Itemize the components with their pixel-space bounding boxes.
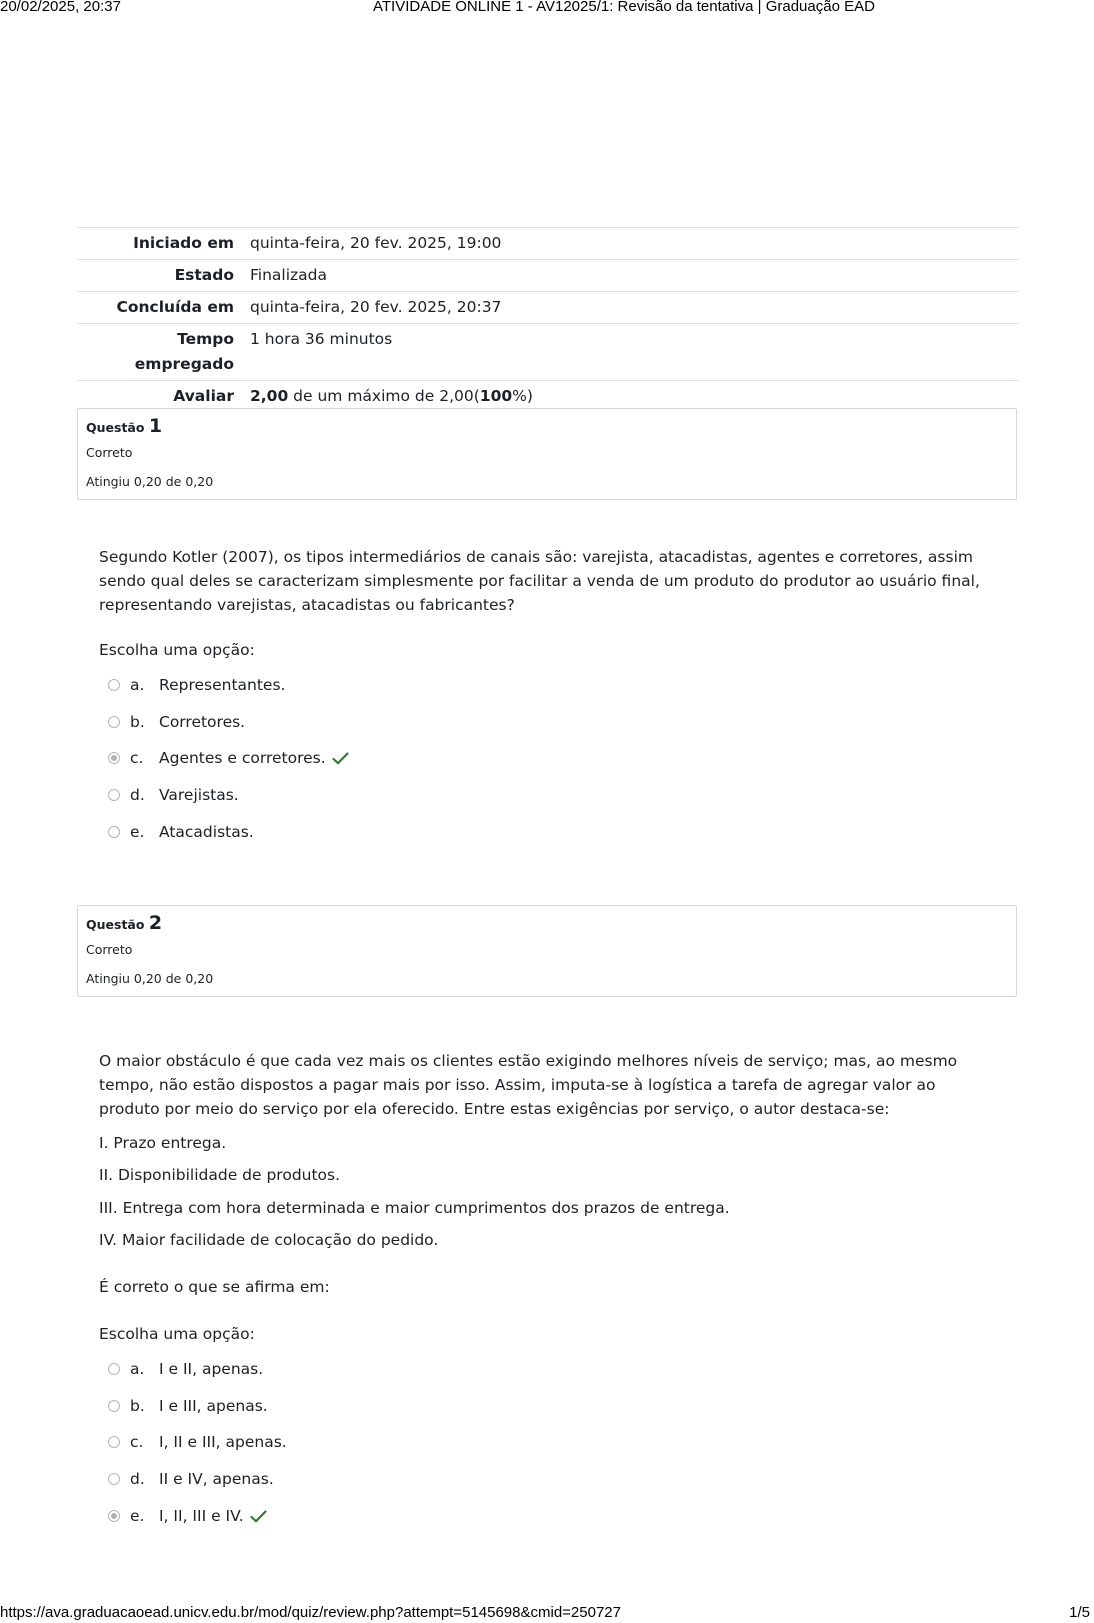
option-text: I, II, III e IV.: [159, 1507, 244, 1525]
radio-button[interactable]: [108, 1436, 120, 1448]
print-page-title: ATIVIDADE ONLINE 1 - AV12025/1: Revisão da tentativa | Graduação EAD: [373, 0, 875, 15]
radio-button[interactable]: [108, 1363, 120, 1375]
question-2-question: É correto o que se afirma em:: [99, 1278, 330, 1296]
option-text: I, II e III, apenas.: [159, 1433, 287, 1451]
q2-option-b[interactable]: [108, 1395, 268, 1417]
question-2-text: O maior obstáculo é que cada vez mais os clientes estão exigindo melhores níveis de serviço; mas, ao mesmo tempo, não estão dispostos a pagar mais por isso. Assim, imputa-se à logística a tarefa de agregar valor ao produto por meio do serviço por ela oferecido. Entre estas exigências por serviço, o autor destaca-se:: [99, 1052, 958, 1118]
q2-option-c[interactable]: [108, 1431, 287, 1453]
completed-label: Concluída em: [116, 298, 234, 316]
question-1-info: [77, 408, 1017, 500]
radio-button[interactable]: [108, 1473, 120, 1485]
q1-option-e[interactable]: [108, 821, 254, 843]
radio-button-selected[interactable]: [108, 1510, 120, 1522]
question-1-text: Segundo Kotler (2007), os tipos intermediários de canais são: varejista, atacadistas, agentes e corretores, assim sendo qual deles se caracterizam simplesmente por facilitar a venda de um produto do produtor ao usuário final, representando varejistas, atacadistas ou fabricantes?: [99, 548, 980, 614]
question-2-prompt: Escolha uma opção:: [99, 1325, 255, 1343]
option-text: II e IV, apenas.: [159, 1470, 274, 1488]
option-letter: d.: [130, 786, 145, 804]
question-1-number: [86, 417, 162, 437]
state-value: Finalizada: [250, 266, 328, 284]
question-2-state: Correto: [86, 942, 133, 957]
correct-check-icon: [332, 752, 349, 765]
q1-option-a[interactable]: [108, 674, 285, 696]
radio-button[interactable]: [108, 679, 120, 691]
summary-row-started: [77, 228, 1019, 260]
summary-row-completed: [77, 292, 1019, 324]
question-number: 1: [148, 415, 163, 437]
completed-value: quinta-feira, 20 fev. 2025, 20:37: [250, 298, 502, 316]
q2-option-a[interactable]: [108, 1358, 263, 1380]
grade-label: Avaliar: [173, 387, 234, 405]
attempt-summary-table: [77, 227, 1019, 413]
q2-option-e[interactable]: [108, 1505, 267, 1527]
radio-button[interactable]: [108, 789, 120, 801]
q1-option-b[interactable]: [108, 711, 245, 733]
option-letter: e.: [130, 823, 145, 841]
time-label-line2: empregado: [134, 355, 234, 373]
statement-iv: IV. Maior facilidade de colocação do pedido.: [99, 1231, 439, 1249]
question-1-state: Correto: [86, 445, 133, 460]
radio-button-selected[interactable]: [108, 752, 120, 764]
radio-button[interactable]: [108, 826, 120, 838]
question-1-grade: Atingiu 0,20 de 0,20: [86, 474, 214, 489]
started-value: quinta-feira, 20 fev. 2025, 19:00: [250, 234, 502, 252]
option-letter: a.: [130, 676, 145, 694]
started-label: Iniciado em: [133, 234, 234, 252]
grade-percent: 100: [479, 387, 513, 405]
grade-score: 2,00: [250, 387, 289, 405]
statement-ii: II. Disponibilidade de produtos.: [99, 1166, 341, 1184]
grade-end: %): [512, 387, 533, 405]
option-text: I e II, apenas.: [159, 1360, 264, 1378]
summary-row-time: [77, 324, 1019, 381]
option-letter: a.: [130, 1360, 145, 1378]
statement-i: I. Prazo entrega.: [99, 1134, 227, 1152]
q1-option-c[interactable]: [108, 747, 349, 769]
print-datetime: 20/02/2025, 20:37: [0, 0, 121, 15]
option-letter: c.: [130, 749, 144, 767]
grade-middle: de um máximo de 2,00(: [288, 387, 480, 405]
question-label: Questão: [86, 420, 145, 435]
q1-option-d[interactable]: [108, 784, 239, 806]
radio-button[interactable]: [108, 1400, 120, 1412]
summary-row-state: [77, 260, 1019, 292]
question-2-info: [77, 905, 1017, 997]
option-text: Atacadistas.: [159, 823, 254, 841]
print-url: https://ava.graduacaoead.unicv.edu.br/mod/quiz/review.php?attempt=5145698&cmid=250727: [0, 1604, 621, 1621]
time-label-line1: Tempo: [177, 330, 234, 348]
radio-button[interactable]: [108, 716, 120, 728]
time-value: 1 hora 36 minutos: [250, 330, 393, 348]
option-text: Corretores.: [159, 713, 246, 731]
option-letter: e.: [130, 1507, 145, 1525]
state-label: Estado: [174, 266, 234, 284]
question-2-number: [86, 914, 162, 934]
option-text: Varejistas.: [159, 786, 239, 804]
option-text: Representantes.: [159, 676, 286, 694]
question-number: 2: [148, 912, 163, 934]
statement-iii: III. Entrega com hora determinada e maior cumprimentos dos prazos de entrega.: [99, 1199, 730, 1217]
print-page-number: 1/5: [1069, 1604, 1090, 1621]
option-letter: b.: [130, 1397, 145, 1415]
q2-option-d[interactable]: [108, 1468, 274, 1490]
option-text: I e III, apenas.: [159, 1397, 268, 1415]
time-label: [77, 324, 250, 381]
question-2-grade: Atingiu 0,20 de 0,20: [86, 971, 214, 986]
option-letter: b.: [130, 713, 145, 731]
question-label: Questão: [86, 917, 145, 932]
option-letter: d.: [130, 1470, 145, 1488]
option-text: Agentes e corretores.: [159, 749, 326, 767]
question-1-prompt: Escolha uma opção:: [99, 641, 255, 659]
correct-check-icon: [250, 1510, 267, 1523]
option-letter: c.: [130, 1433, 144, 1451]
